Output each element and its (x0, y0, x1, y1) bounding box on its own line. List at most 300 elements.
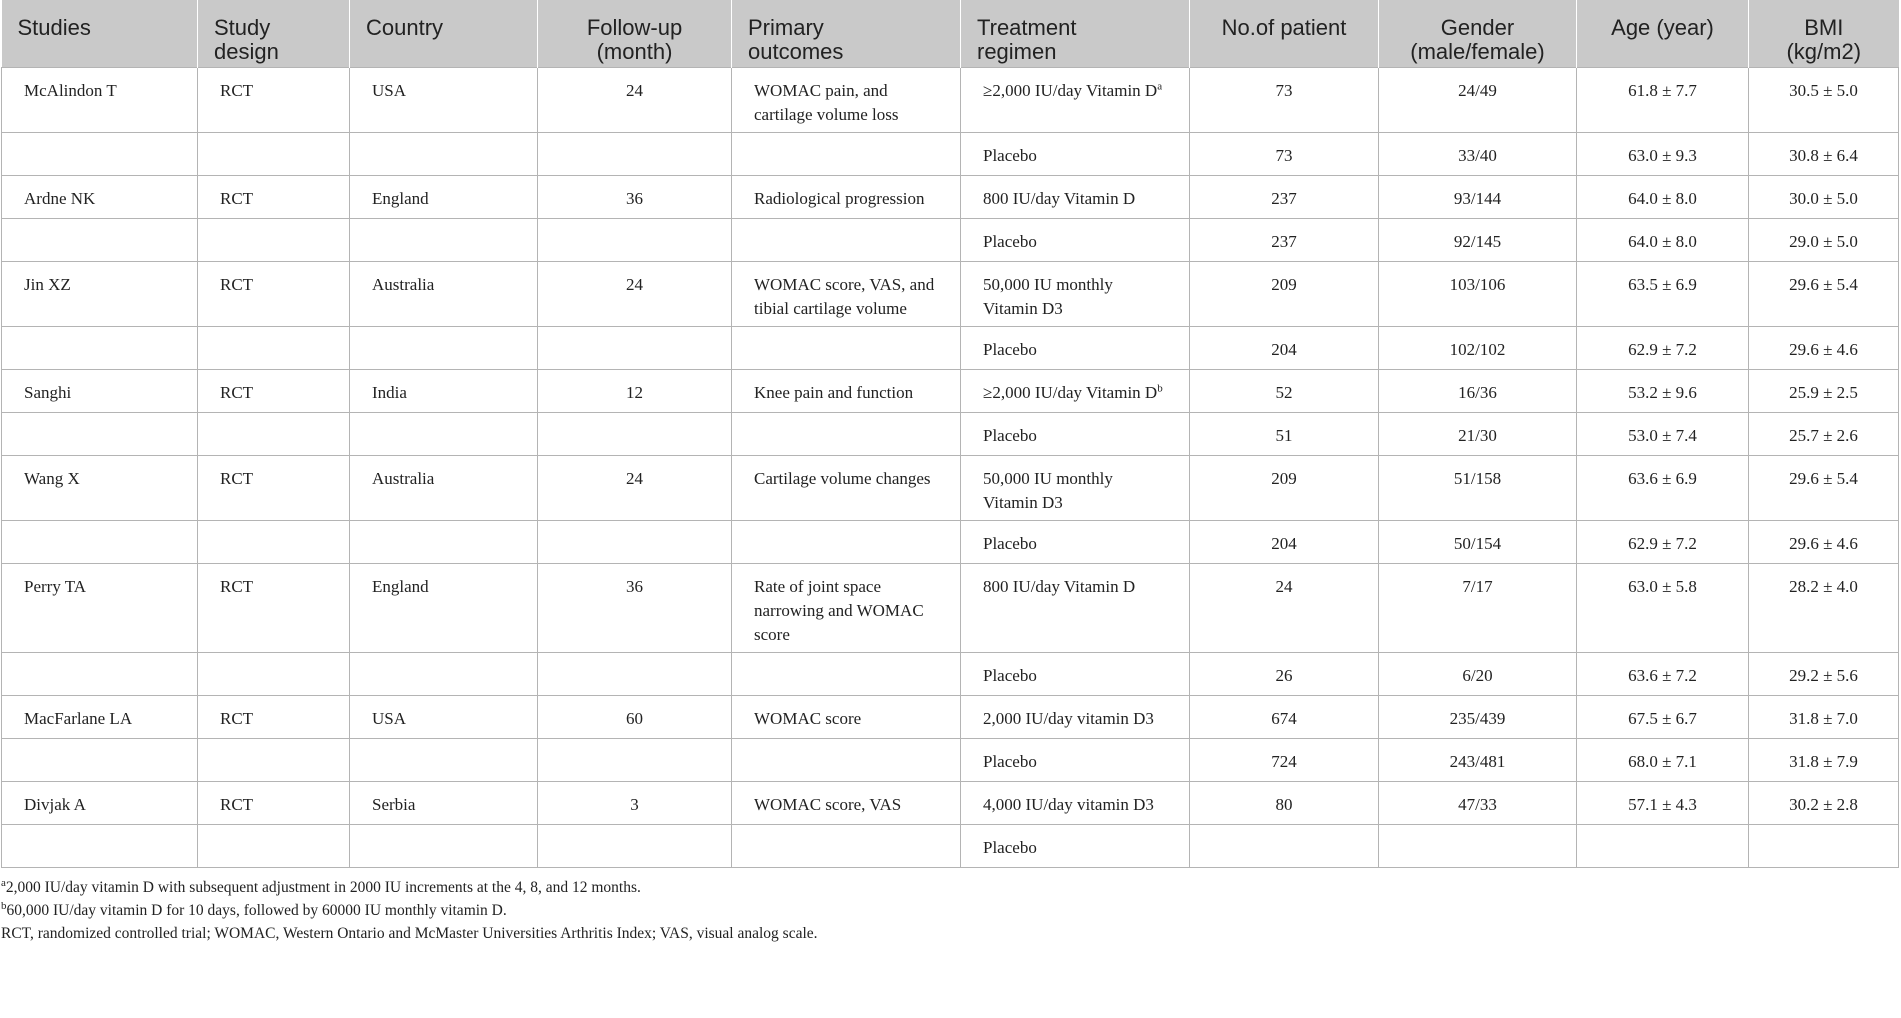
cell-design (198, 825, 350, 868)
cell-followup (538, 825, 732, 868)
cell-study (2, 68, 198, 133)
column-header-text: (male/female) (1410, 39, 1545, 64)
table-footnotes (1, 868, 1900, 945)
cell-country (350, 219, 538, 262)
cell-text: Ardne NK (24, 189, 96, 208)
cell-age (1577, 564, 1749, 653)
cell-text: RCT (220, 275, 254, 294)
cell-outcomes (732, 456, 961, 521)
cell-patients (1190, 68, 1379, 133)
cell-patients (1190, 327, 1379, 370)
cell-design (198, 521, 350, 564)
cell-text: 209 (1271, 469, 1297, 488)
cell-patients (1190, 176, 1379, 219)
cell-text: Knee pain and function (754, 383, 914, 402)
column-header-text: Studies (17, 15, 91, 40)
cell-country (350, 653, 538, 696)
cell-regimen (961, 782, 1190, 825)
cell-study (2, 370, 198, 413)
cell-text: England (372, 577, 429, 596)
cell-text: 33/40 (1458, 146, 1497, 165)
cell-outcomes (732, 327, 961, 370)
column-header-studies (2, 0, 198, 68)
cell-text: 204 (1271, 340, 1297, 359)
cell-text: 12 (626, 383, 643, 402)
cell-study (2, 262, 198, 327)
cell-bmi (1749, 739, 1899, 782)
cell-country (350, 370, 538, 413)
cell-country (350, 262, 538, 327)
cell-regimen (961, 219, 1190, 262)
cell-patients (1190, 521, 1379, 564)
cell-text: McAlindon T (24, 81, 117, 100)
column-header-gender (1379, 0, 1577, 68)
cell-regimen (961, 739, 1190, 782)
cell-country (350, 696, 538, 739)
cell-bmi (1749, 456, 1899, 521)
cell-bmi (1749, 176, 1899, 219)
cell-text: 24 (626, 81, 643, 100)
cell-bmi (1749, 564, 1899, 653)
cell-patients (1190, 133, 1379, 176)
cell-design (198, 262, 350, 327)
cell-text: 67.5 ± 6.7 (1628, 709, 1697, 728)
cell-design (198, 653, 350, 696)
footnote-marker: a (1157, 80, 1163, 93)
cell-regimen (961, 413, 1190, 456)
cell-text: WOMAC score (754, 709, 862, 728)
cell-text: 724 (1271, 752, 1297, 771)
cell-patients (1190, 456, 1379, 521)
cell-text: 800 IU/day Vitamin D (983, 577, 1136, 596)
studies-table (1, 0, 1899, 868)
cell-age (1577, 327, 1749, 370)
cell-patients (1190, 696, 1379, 739)
cell-gender (1379, 564, 1577, 653)
footnote (1, 876, 1900, 899)
cell-followup (538, 564, 732, 653)
cell-text: 25.7 ± 2.6 (1789, 426, 1858, 445)
cell-text: 36 (626, 189, 643, 208)
cell-text: USA (372, 709, 407, 728)
cell-followup (538, 219, 732, 262)
cell-design (198, 133, 350, 176)
table-row (2, 262, 1899, 327)
cell-text: Sanghi (24, 383, 72, 402)
cell-study (2, 564, 198, 653)
footnote-text: 60,000 IU/day vitamin D for 10 days, followed by 60000 IU monthly vitamin D. (6, 902, 507, 919)
table-body (2, 68, 1899, 868)
cell-design (198, 327, 350, 370)
cell-age (1577, 696, 1749, 739)
cell-bmi (1749, 521, 1899, 564)
table-row (2, 825, 1899, 868)
cell-regimen (961, 825, 1190, 868)
cell-regimen (961, 327, 1190, 370)
cell-bmi (1749, 825, 1899, 868)
table-row (2, 564, 1899, 653)
cell-followup (538, 413, 732, 456)
cell-country (350, 739, 538, 782)
cell-gender (1379, 456, 1577, 521)
cell-text: RCT (220, 795, 254, 814)
cell-text: 30.8 ± 6.4 (1789, 146, 1858, 165)
cell-text: 4,000 IU/day vitamin D3 (983, 795, 1154, 814)
cell-text: 53.2 ± 9.6 (1628, 383, 1697, 402)
cell-text: 24 (626, 469, 643, 488)
cell-text: Cartilage volume changes (754, 469, 931, 488)
cell-bmi (1749, 653, 1899, 696)
cell-text: 31.8 ± 7.0 (1789, 709, 1858, 728)
cell-country (350, 413, 538, 456)
cell-study (2, 327, 198, 370)
cell-bmi (1749, 370, 1899, 413)
cell-text: 30.2 ± 2.8 (1789, 795, 1858, 814)
cell-text: 21/30 (1458, 426, 1497, 445)
cell-country (350, 133, 538, 176)
column-header-treatment-regimen (961, 0, 1190, 68)
cell-text: WOMAC score, VAS, and tibial cartilage volume (754, 275, 935, 318)
column-header-bmi (1749, 0, 1899, 68)
cell-text: 800 IU/day Vitamin D (983, 189, 1136, 208)
cell-text: 64.0 ± 8.0 (1628, 189, 1697, 208)
cell-bmi (1749, 219, 1899, 262)
cell-regimen (961, 68, 1190, 133)
footnote-text: 2,000 IU/day vitamin D with subsequent adjustment in 2000 IU increments at the 4, 8, and 12 months. (5, 879, 641, 896)
cell-followup (538, 696, 732, 739)
cell-outcomes (732, 696, 961, 739)
cell-age (1577, 521, 1749, 564)
column-header-text: (month) (596, 39, 673, 64)
cell-text: 50,000 IU monthly Vitamin D3 (983, 469, 1113, 512)
cell-design (198, 219, 350, 262)
cell-text: RCT (220, 81, 254, 100)
cell-country (350, 456, 538, 521)
cell-age (1577, 176, 1749, 219)
cell-text: Placebo (983, 666, 1037, 685)
cell-text: Radiological progression (754, 189, 925, 208)
cell-gender (1379, 327, 1577, 370)
cell-text: WOMAC pain, and cartilage volume loss (754, 81, 899, 124)
table-row (2, 456, 1899, 521)
cell-text: Australia (372, 469, 435, 488)
cell-text: 50/154 (1453, 534, 1502, 553)
cell-text: RCT (220, 709, 254, 728)
column-header-text: BMI (1804, 15, 1844, 40)
cell-text: 53.0 ± 7.4 (1628, 426, 1697, 445)
column-header-text: outcomes (748, 39, 844, 64)
table-row (2, 133, 1899, 176)
cell-text: Australia (372, 275, 435, 294)
cell-text: 64.0 ± 8.0 (1628, 232, 1697, 251)
column-header-text: regimen (977, 39, 1057, 64)
cell-age (1577, 782, 1749, 825)
cell-study (2, 653, 198, 696)
cell-text: 61.8 ± 7.7 (1628, 81, 1697, 100)
table-row (2, 176, 1899, 219)
cell-study (2, 456, 198, 521)
cell-text: 60 (626, 709, 643, 728)
column-header-primary-outcomes (732, 0, 961, 68)
cell-text: 6/20 (1462, 666, 1493, 685)
cell-text: Serbia (372, 795, 416, 814)
cell-text: 57.1 ± 4.3 (1628, 795, 1697, 814)
column-header-text: design (214, 39, 279, 64)
column-header-text: Primary (748, 15, 824, 40)
cell-patients (1190, 219, 1379, 262)
cell-gender (1379, 825, 1577, 868)
cell-followup (538, 370, 732, 413)
cell-outcomes (732, 739, 961, 782)
cell-text: 29.0 ± 5.0 (1789, 232, 1858, 251)
cell-text: ≥2,000 IU/day Vitamin D (983, 81, 1158, 100)
cell-bmi (1749, 327, 1899, 370)
cell-text: RCT (220, 189, 254, 208)
cell-gender (1379, 521, 1577, 564)
cell-patients (1190, 739, 1379, 782)
cell-text: WOMAC score, VAS (754, 795, 902, 814)
cell-text: 7/17 (1462, 577, 1493, 596)
cell-text: Placebo (983, 340, 1037, 359)
cell-text: 31.8 ± 7.9 (1789, 752, 1858, 771)
cell-gender (1379, 782, 1577, 825)
cell-text: Perry TA (24, 577, 87, 596)
cell-gender (1379, 133, 1577, 176)
cell-age (1577, 739, 1749, 782)
cell-patients (1190, 413, 1379, 456)
cell-text: 52 (1275, 383, 1293, 402)
cell-text: 29.2 ± 5.6 (1789, 666, 1858, 685)
footnote-mark: a (1, 876, 6, 889)
cell-country (350, 68, 538, 133)
table-row (2, 653, 1899, 696)
cell-bmi (1749, 133, 1899, 176)
cell-gender (1379, 739, 1577, 782)
cell-text: 243/481 (1449, 752, 1506, 771)
cell-study (2, 219, 198, 262)
cell-design (198, 370, 350, 413)
cell-outcomes (732, 564, 961, 653)
cell-followup (538, 176, 732, 219)
cell-regimen (961, 456, 1190, 521)
cell-text: 62.9 ± 7.2 (1628, 534, 1697, 553)
column-header-text: (kg/m2) (1786, 39, 1862, 64)
cell-patients (1190, 782, 1379, 825)
cell-outcomes (732, 521, 961, 564)
cell-study (2, 696, 198, 739)
cell-text: Placebo (983, 752, 1037, 771)
cell-text: 2,000 IU/day vitamin D3 (983, 709, 1154, 728)
cell-text: Rate of joint space narrowing and WOMAC score (754, 577, 924, 644)
cell-text: 92/145 (1453, 232, 1502, 251)
cell-text: 26 (1275, 666, 1293, 685)
cell-patients (1190, 825, 1379, 868)
cell-gender (1379, 219, 1577, 262)
cell-country (350, 564, 538, 653)
cell-text: 30.5 ± 5.0 (1789, 81, 1858, 100)
cell-text: 51/158 (1453, 469, 1502, 488)
cell-regimen (961, 133, 1190, 176)
column-header-country (350, 0, 538, 68)
cell-regimen (961, 653, 1190, 696)
column-header-age (1577, 0, 1749, 68)
cell-text: USA (372, 81, 407, 100)
cell-study (2, 825, 198, 868)
cell-age (1577, 133, 1749, 176)
cell-age (1577, 413, 1749, 456)
cell-text: Placebo (983, 426, 1037, 445)
cell-followup (538, 327, 732, 370)
cell-followup (538, 262, 732, 327)
cell-outcomes (732, 782, 961, 825)
cell-text: 63.6 ± 7.2 (1628, 666, 1697, 685)
table-row (2, 370, 1899, 413)
footnote-marker: b (1157, 382, 1163, 395)
cell-text: 30.0 ± 5.0 (1789, 189, 1858, 208)
cell-age (1577, 456, 1749, 521)
cell-study (2, 176, 198, 219)
cell-text: 103/106 (1449, 275, 1506, 294)
cell-patients (1190, 564, 1379, 653)
cell-age (1577, 68, 1749, 133)
column-header-text: No.of patient (1221, 15, 1347, 40)
cell-regimen (961, 564, 1190, 653)
cell-text: 102/102 (1449, 340, 1506, 359)
cell-country (350, 521, 538, 564)
cell-design (198, 456, 350, 521)
cell-text: 3 (630, 795, 639, 814)
cell-text: 93/144 (1453, 189, 1502, 208)
cell-text: 237 (1271, 232, 1297, 251)
column-header-text: Age (year) (1611, 15, 1714, 40)
cell-text: 674 (1271, 709, 1297, 728)
cell-text: 63.6 ± 6.9 (1628, 469, 1697, 488)
cell-text: RCT (220, 383, 254, 402)
cell-followup (538, 68, 732, 133)
cell-text: 235/439 (1449, 709, 1506, 728)
cell-text: 63.5 ± 6.9 (1628, 275, 1697, 294)
cell-text: 62.9 ± 7.2 (1628, 340, 1697, 359)
column-header-text: Follow-up (586, 15, 683, 40)
table-row (2, 696, 1899, 739)
column-header-follow-up (538, 0, 732, 68)
cell-followup (538, 456, 732, 521)
cell-patients (1190, 370, 1379, 413)
footnote-text: RCT, randomized controlled trial; WOMAC, Western Ontario and McMaster Universities Arthritis Index; VAS, visual analog scale. (1, 925, 818, 942)
table-row (2, 413, 1899, 456)
cell-text: RCT (220, 469, 254, 488)
cell-design (198, 68, 350, 133)
cell-regimen (961, 521, 1190, 564)
cell-text: India (372, 383, 407, 402)
cell-gender (1379, 696, 1577, 739)
cell-age (1577, 825, 1749, 868)
cell-outcomes (732, 133, 961, 176)
cell-gender (1379, 370, 1577, 413)
cell-text: 73 (1275, 81, 1293, 100)
cell-design (198, 782, 350, 825)
cell-regimen (961, 696, 1190, 739)
cell-followup (538, 782, 732, 825)
table-row (2, 782, 1899, 825)
cell-outcomes (732, 653, 961, 696)
cell-text: MacFarlane LA (24, 709, 133, 728)
cell-text: 51 (1275, 426, 1293, 445)
cell-text: 24/49 (1458, 81, 1497, 100)
cell-bmi (1749, 782, 1899, 825)
table-row (2, 219, 1899, 262)
column-header-text: Study (214, 15, 271, 40)
cell-design (198, 739, 350, 782)
cell-text: 204 (1271, 534, 1297, 553)
cell-text: 29.6 ± 5.4 (1789, 275, 1858, 294)
cell-outcomes (732, 370, 961, 413)
cell-study (2, 133, 198, 176)
cell-regimen (961, 370, 1190, 413)
cell-text: 63.0 ± 9.3 (1628, 146, 1697, 165)
cell-country (350, 327, 538, 370)
cell-text: 29.6 ± 5.4 (1789, 469, 1858, 488)
cell-text: Placebo (983, 534, 1037, 553)
footnote (1, 899, 1900, 922)
cell-gender (1379, 262, 1577, 327)
cell-text: 24 (626, 275, 643, 294)
cell-gender (1379, 68, 1577, 133)
cell-regimen (961, 176, 1190, 219)
cell-outcomes (732, 219, 961, 262)
cell-country (350, 825, 538, 868)
cell-study (2, 739, 198, 782)
cell-age (1577, 370, 1749, 413)
cell-patients (1190, 262, 1379, 327)
cell-study (2, 413, 198, 456)
cell-text: 237 (1271, 189, 1297, 208)
cell-text: 29.6 ± 4.6 (1789, 534, 1858, 553)
table-row (2, 327, 1899, 370)
table-header-row (2, 0, 1899, 68)
cell-outcomes (732, 825, 961, 868)
cell-text: Wang X (24, 469, 80, 488)
cell-text: 47/33 (1458, 795, 1497, 814)
column-header-no-of-patient (1190, 0, 1379, 68)
cell-text: Placebo (983, 838, 1037, 857)
cell-text: 25.9 ± 2.5 (1789, 383, 1858, 402)
table-row (2, 739, 1899, 782)
cell-text: 29.6 ± 4.6 (1789, 340, 1858, 359)
cell-design (198, 564, 350, 653)
cell-gender (1379, 653, 1577, 696)
cell-gender (1379, 413, 1577, 456)
cell-text: 24 (1275, 577, 1293, 596)
cell-age (1577, 653, 1749, 696)
cell-design (198, 176, 350, 219)
cell-age (1577, 262, 1749, 327)
cell-text: ≥2,000 IU/day Vitamin D (983, 383, 1158, 402)
column-header-study-design (198, 0, 350, 68)
column-header-text: Treatment (977, 15, 1077, 40)
cell-bmi (1749, 413, 1899, 456)
cell-text: 73 (1275, 146, 1293, 165)
footnote (1, 922, 1900, 945)
cell-text: Placebo (983, 232, 1037, 251)
cell-country (350, 782, 538, 825)
cell-text: 16/36 (1458, 383, 1497, 402)
cell-text: 209 (1271, 275, 1297, 294)
cell-text: 36 (626, 577, 643, 596)
column-header-text: Country (366, 15, 444, 40)
cell-text: RCT (220, 577, 254, 596)
cell-text: 63.0 ± 5.8 (1628, 577, 1697, 596)
